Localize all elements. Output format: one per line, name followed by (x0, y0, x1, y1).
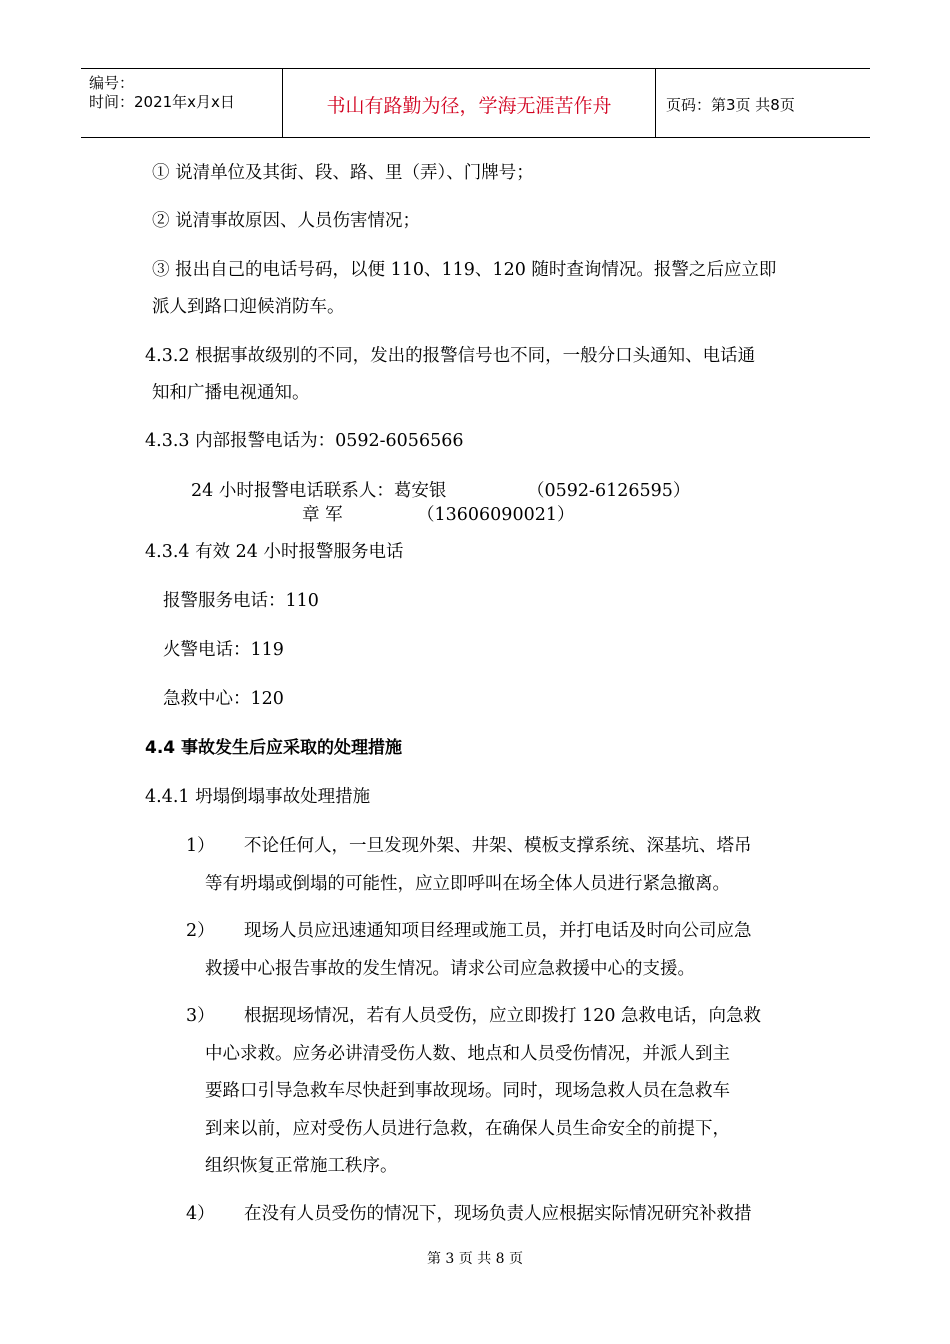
page-header (81, 68, 870, 138)
list-item-line: 现场人员应迅速通知项目经理或施工员，并打电话及时向公司应急 (244, 921, 752, 941)
body-line: 报警服务电话：110 (163, 591, 319, 611)
list-item-line: 不论任何人，一旦发现外架、井架、模板支撑系统、深基坑、塔吊 (244, 836, 752, 856)
body-line: 4.3.2 根据事故级别的不同，发出的报警信号也不同，一般分口头通知、电话通 (145, 346, 756, 366)
body-line: 急救中心：120 (163, 689, 284, 709)
section-heading: 4.4 事故发生后应采取的处理措施 (145, 738, 403, 758)
list-item-line: 根据现场情况，若有人员受伤，应立即拨打 120 急救电话，向急救 (244, 1006, 762, 1026)
header-divider (282, 69, 283, 137)
body-line: 火警电话：119 (163, 640, 284, 660)
list-number: 3） (186, 1006, 215, 1026)
list-item-line: 救援中心报告事故的发生情况。请求公司应急救援中心的支援。 (205, 959, 695, 979)
list-number: 4） (186, 1204, 215, 1224)
list-item-line: 在没有人员受伤的情况下，现场负责人应根据实际情况研究补救措 (244, 1204, 752, 1224)
list-item-line: 组织恢复正常施工秩序。 (205, 1156, 398, 1176)
body-line: 知和广播电视通知。 (152, 383, 310, 403)
header-number-label: 编号： (89, 74, 135, 92)
contact-phone: （0592-6126595） (527, 481, 691, 501)
list-item-line: 要路口引导急救车尽快赶到事故现场。同时，现场急救人员在急救车 (205, 1081, 730, 1101)
header-motto: 书山有路勤为径，学海无涯苦作舟 (326, 95, 612, 117)
list-number: 1） (186, 836, 215, 856)
contact-phone: （13606090021） (417, 505, 575, 525)
header-date-label: 时间：2021年x月x日 (89, 93, 235, 111)
header-divider (655, 69, 656, 137)
body-line: 派人到路口迎候消防车。 (152, 297, 345, 317)
page-footer: 第 3 页 共 8 页 (426, 1251, 524, 1267)
body-line: ③ 报出自己的电话号码，以便 110、119、120 随时查询情况。报警之后应立即 (152, 260, 777, 280)
header-page-label: 页码：第3页 共8页 (666, 96, 795, 114)
body-line: ② 说清事故原因、人员伤害情况； (152, 211, 421, 231)
list-item-line: 等有坍塌或倒塌的可能性，应立即呼叫在场全体人员进行紧急撤离。 (205, 874, 730, 894)
contact-line: 24 小时报警电话联系人：葛安银 (191, 481, 447, 501)
body-line: 4.3.4 有效 24 小时报警服务电话 (145, 542, 404, 562)
contact-line: 章 军 (302, 505, 343, 525)
body-line: 4.3.3 内部报警电话为：0592-6056566 (145, 431, 464, 451)
list-number: 2） (186, 921, 215, 941)
body-line: ① 说清单位及其街、段、路、里（弄）、门牌号； (152, 163, 534, 183)
list-item-line: 中心求救。应务必讲清受伤人数、地点和人员受伤情况，并派人到主 (205, 1044, 730, 1064)
list-item-line: 到来以前，应对受伤人员进行急救，在确保人员生命安全的前提下， (205, 1119, 730, 1139)
body-line: 4.4.1 坍塌倒塌事故处理措施 (145, 787, 371, 807)
